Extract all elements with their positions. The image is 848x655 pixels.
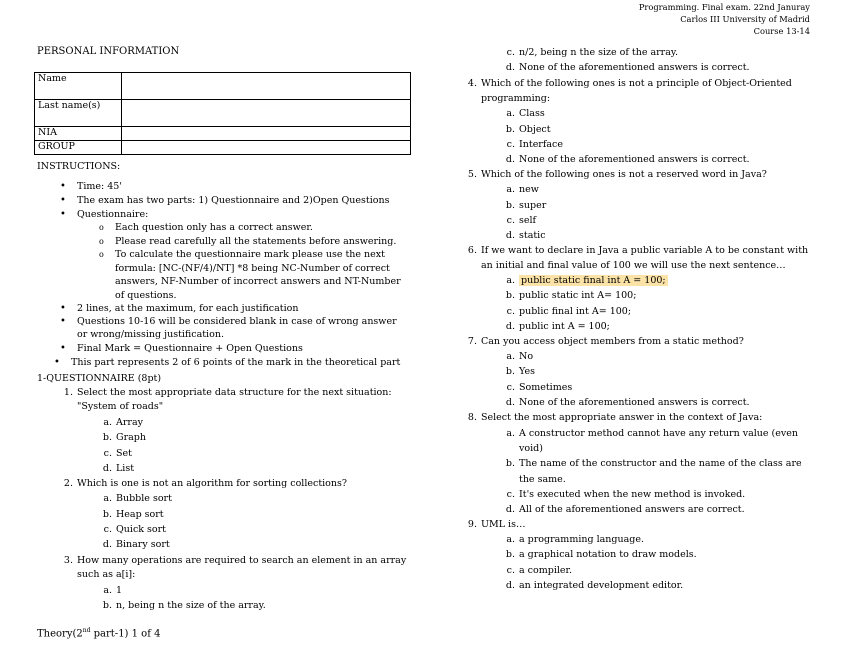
- q8-option-b-line-2: the same.: [519, 474, 566, 485]
- q7-option-c[interactable]: [506, 382, 573, 393]
- option-letter: b.: [102, 600, 112, 611]
- q9-option-a[interactable]: [506, 534, 644, 545]
- option-letter: a.: [506, 534, 515, 545]
- option-text: Graph: [116, 432, 146, 443]
- option-text: static: [519, 230, 546, 241]
- question-text: Which is one is not an algorithm for sorting collections?: [77, 478, 347, 489]
- option-text: super: [519, 200, 547, 211]
- q4-option-d[interactable]: [505, 154, 750, 165]
- name-field[interactable]: [122, 73, 411, 100]
- option-letter: b.: [102, 432, 112, 443]
- nia-field[interactable]: [122, 127, 411, 141]
- question-number: 3.: [63, 555, 73, 566]
- q1-option-d[interactable]: [102, 463, 135, 474]
- option-text: n, being n the size of the array.: [116, 600, 266, 611]
- option-text: Object: [519, 124, 551, 135]
- option-letter: d.: [505, 504, 515, 515]
- option-text: A constructor method cannot have any return value (even: [519, 428, 798, 439]
- option-letter: d.: [102, 539, 112, 550]
- option-letter: d.: [505, 154, 515, 165]
- option-letter: b.: [505, 200, 515, 211]
- option-text: Bubble sort: [116, 493, 172, 504]
- option-letter: c.: [103, 448, 112, 459]
- option-letter: b.: [505, 290, 515, 301]
- question-number: 9.: [467, 519, 477, 530]
- q1-option-b[interactable]: [102, 432, 146, 443]
- q5-option-c[interactable]: [506, 215, 537, 226]
- option-text: Sometimes: [519, 382, 573, 393]
- option-letter: d.: [505, 230, 515, 241]
- question-number: 7.: [467, 336, 477, 347]
- q8-option-d[interactable]: [505, 504, 745, 515]
- q6-option-d[interactable]: [505, 321, 610, 332]
- option-text: public static int A= 100;: [519, 290, 637, 301]
- q6-option-b[interactable]: [505, 290, 637, 301]
- instruction-q10: • Questions 10-16 will be considered blank in case of wrong answer: [77, 316, 397, 327]
- instruction-sub-3-line-3: answers, NF-Number of incorrect answers and NT-Number: [115, 276, 401, 287]
- option-letter: a.: [506, 351, 515, 362]
- question-text: Select the most appropriate data structure for the next situation:: [77, 387, 392, 398]
- q2-option-a[interactable]: [103, 493, 172, 504]
- option-text: Set: [116, 448, 132, 459]
- question-7: [467, 336, 744, 347]
- footer-prefix: Theory(2: [37, 628, 83, 640]
- option-text: Array: [116, 417, 143, 428]
- question-text: How many operations are required to search an element in an array: [77, 555, 407, 566]
- question-text: Can you access object members from a static method?: [481, 336, 744, 347]
- option-letter: d.: [102, 463, 112, 474]
- group-label: GROUP: [35, 141, 122, 155]
- option-text: a compiler.: [519, 565, 573, 576]
- question-text: Select the most appropriate answer in the context of Java:: [481, 412, 763, 423]
- option-text: an integrated development editor.: [519, 580, 684, 591]
- option-letter: a.: [103, 585, 112, 596]
- option-text: None of the aforementioned answers is correct.: [519, 62, 750, 73]
- instructions-title: INSTRUCTIONS:: [37, 161, 121, 172]
- q9-option-d[interactable]: [505, 580, 684, 591]
- option-letter: b.: [505, 458, 515, 469]
- question-6: [467, 245, 809, 256]
- option-text: The name of the constructor and the name of the class are: [519, 458, 802, 469]
- q1-option-a[interactable]: [103, 417, 143, 428]
- option-letter: c.: [506, 382, 515, 393]
- instruction-lines: • 2 lines, at the maximum, for each justification: [77, 303, 298, 314]
- q2-option-b[interactable]: [102, 509, 164, 520]
- option-text: All of the aforementioned answers are correct.: [519, 504, 745, 515]
- instruction-questionnaire: • Questionnaire:: [77, 209, 148, 220]
- option-text: Class: [519, 108, 545, 119]
- option-text: new: [519, 184, 539, 195]
- nia-label: NIA: [35, 127, 122, 141]
- option-text: Heap sort: [116, 509, 164, 520]
- instruction-sub-3: o To calculate the questionnaire mark please use the next: [115, 249, 385, 260]
- name-label: Name: [35, 73, 122, 100]
- last-name-label: Last name(s): [35, 100, 122, 127]
- option-letter: b.: [505, 549, 515, 560]
- question-number: 2.: [63, 478, 73, 489]
- option-text: 1: [116, 585, 123, 596]
- last-name-field[interactable]: [122, 100, 411, 127]
- option-text: n/2, being n the size of the array.: [519, 47, 679, 58]
- q1-option-c[interactable]: [103, 448, 132, 459]
- option-letter: c.: [506, 306, 515, 317]
- q7-option-d[interactable]: [505, 397, 750, 408]
- option-text: None of the aforementioned answers is correct.: [519, 154, 750, 165]
- option-text: None of the aforementioned answers is correct.: [519, 397, 750, 408]
- question-1: [63, 387, 392, 398]
- question-number: 4.: [467, 78, 477, 89]
- instruction-sub-1: o Each question only has a correct answer.: [115, 222, 313, 233]
- q8-option-a[interactable]: [506, 428, 798, 439]
- question-3-text-line-2: such as a[i]:: [77, 569, 136, 580]
- q2-option-c[interactable]: [103, 524, 166, 535]
- q3-option-d[interactable]: [505, 62, 750, 73]
- option-letter: a.: [506, 108, 515, 119]
- option-text: List: [116, 463, 135, 474]
- option-letter: c.: [506, 139, 515, 150]
- q8-option-c[interactable]: [506, 489, 746, 500]
- q7-option-a[interactable]: [506, 351, 534, 362]
- question-2: [63, 478, 347, 489]
- question-text: If we want to declare in Java a public variable A to be constant with: [481, 245, 809, 256]
- question-9: [467, 519, 526, 530]
- question-6-text-line-2: an initial and final value of 100 we will use the next sentence…: [481, 260, 786, 271]
- q9-option-b[interactable]: [505, 549, 697, 560]
- question-4-text-line-2: programming:: [481, 93, 551, 104]
- question-number: 1.: [63, 387, 73, 398]
- option-letter: b.: [505, 366, 515, 377]
- q6-option-a-selected[interactable]: [506, 275, 668, 286]
- q4-option-b[interactable]: [505, 124, 551, 135]
- q7-option-b[interactable]: [505, 366, 535, 377]
- question-4: [467, 78, 792, 89]
- personal-info-table: [34, 72, 411, 155]
- q3-option-b[interactable]: [102, 600, 266, 611]
- option-letter: d.: [505, 62, 515, 73]
- instruction-sub-3-line-2: formula: [NC-(NF/4)/NT] *8 being NC-Number of correct: [115, 263, 390, 274]
- q4-option-c[interactable]: [506, 139, 563, 150]
- instruction-sub-2: o Please read carefully all the statements before answering.: [115, 236, 396, 247]
- option-letter: d.: [505, 580, 515, 591]
- personal-info-title: PERSONAL INFORMATION: [37, 46, 180, 57]
- option-text: a programming language.: [519, 534, 644, 545]
- option-text: a graphical notation to draw models.: [519, 549, 697, 560]
- option-text: public int A = 100;: [519, 321, 610, 332]
- option-letter: a.: [506, 184, 515, 195]
- instruction-parts: • The exam has two parts: 1) Questionnaire and 2)Open Questions: [77, 195, 389, 206]
- question-1-text-line-2: "System of roads": [77, 401, 164, 412]
- option-letter: d.: [505, 397, 515, 408]
- q5-option-d[interactable]: [505, 230, 546, 241]
- header-line-3: Course 13-14: [753, 26, 810, 36]
- q9-option-c[interactable]: [506, 565, 573, 576]
- q8-option-a-line-2: void): [519, 443, 543, 454]
- option-letter: b.: [102, 509, 112, 520]
- group-field[interactable]: [122, 141, 411, 155]
- page-footer: [37, 627, 160, 640]
- option-text: Interface: [519, 139, 563, 150]
- instruction-q10-line-2: or wrong/missing justification.: [77, 329, 224, 340]
- q4-option-a[interactable]: [506, 108, 545, 119]
- instruction-final-mark: • Final Mark = Questionnaire + Open Questions: [77, 343, 303, 354]
- option-letter: c.: [506, 47, 515, 58]
- option-text: self: [519, 215, 537, 226]
- question-5: [467, 169, 767, 180]
- page-header: [639, 1, 810, 37]
- option-letter: a.: [506, 428, 515, 439]
- footer-superscript: nd: [82, 627, 91, 634]
- option-text-highlighted: public static final int A = 100;: [521, 275, 666, 286]
- option-letter: c.: [103, 524, 112, 535]
- q5-option-a[interactable]: [506, 184, 539, 195]
- option-text: Quick sort: [116, 524, 166, 535]
- option-text: public final int A= 100;: [519, 306, 632, 317]
- header-line-1: Programming. Final exam. 22nd Januray: [638, 2, 810, 12]
- option-letter: b.: [505, 124, 515, 135]
- option-letter: c.: [506, 215, 515, 226]
- question-text: Which of the following ones is not a principle of Object-Oriented: [481, 78, 792, 89]
- question-3: [63, 555, 407, 566]
- option-letter: c.: [506, 565, 515, 576]
- questionnaire-title: 1-QUESTIONNAIRE (8pt): [37, 373, 162, 384]
- option-letter: a.: [103, 493, 112, 504]
- option-letter: a.: [506, 275, 515, 286]
- question-text: UML is…: [481, 519, 526, 530]
- option-text: Binary sort: [116, 539, 170, 550]
- q3-option-c[interactable]: [506, 47, 679, 58]
- question-text: Which of the following ones is not a reserved word in Java?: [481, 169, 767, 180]
- header-line-2: Carlos III University of Madrid: [680, 14, 810, 24]
- instruction-represents: • This part represents 2 of 6 points of the mark in the theoretical part: [71, 357, 400, 368]
- question-8: [467, 412, 763, 423]
- option-text: No: [519, 351, 534, 362]
- instruction-sub-3-line-4: of questions.: [115, 290, 177, 301]
- q3-option-a[interactable]: [103, 585, 123, 596]
- q6-option-c[interactable]: [506, 306, 632, 317]
- question-number: 5.: [467, 169, 477, 180]
- option-letter: a.: [103, 417, 112, 428]
- q5-option-b[interactable]: [505, 200, 547, 211]
- question-number: 8.: [467, 412, 477, 423]
- q8-option-b[interactable]: [505, 458, 802, 469]
- footer-suffix: part-1) 1 of 4: [90, 628, 161, 640]
- option-letter: c.: [506, 489, 515, 500]
- q2-option-d[interactable]: [102, 539, 170, 550]
- instruction-time: • Time: 45': [77, 181, 122, 192]
- option-letter: d.: [505, 321, 515, 332]
- option-text: It's executed when the new method is invoked.: [519, 489, 746, 500]
- question-number: 6.: [467, 245, 477, 256]
- option-text: Yes: [519, 366, 535, 377]
